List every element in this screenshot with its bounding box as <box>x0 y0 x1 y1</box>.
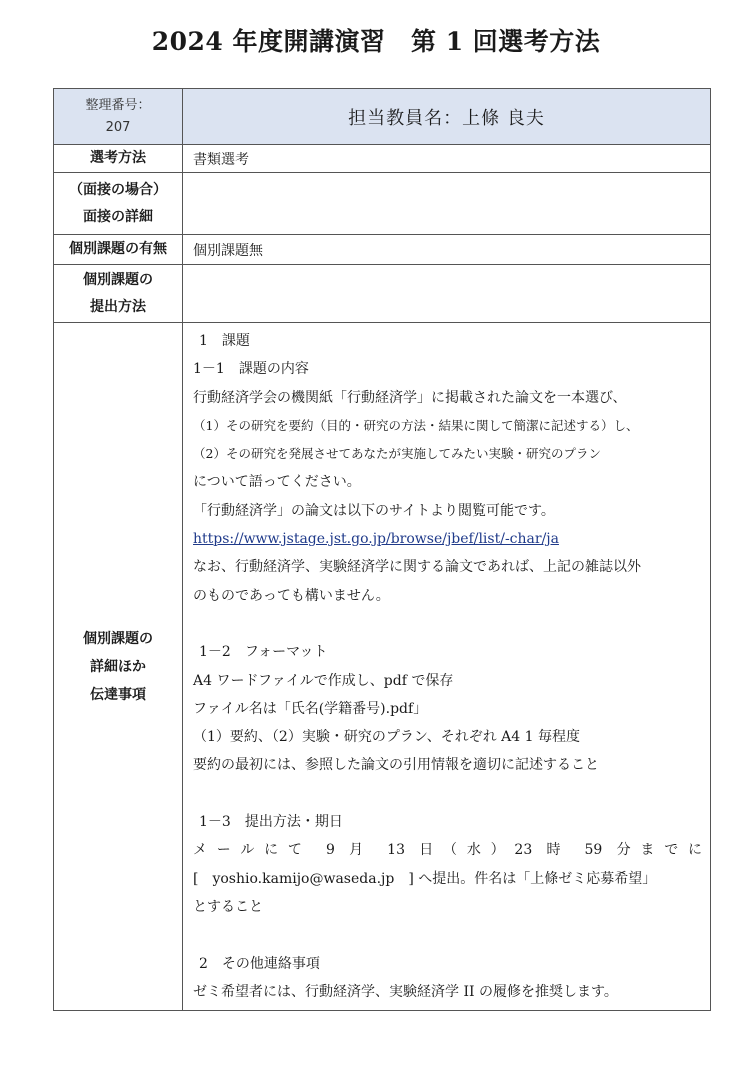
detail-row <box>54 323 711 1011</box>
blank-line <box>193 921 702 949</box>
interview-label <box>54 173 183 235</box>
submit-label-line2: 提出方法 <box>90 298 146 315</box>
detail-line: （2）その研究を発展させてあなたが実施してみたい実験・研究のプラン <box>193 446 601 462</box>
interview-label-line2: 面接の詳細 <box>83 208 153 225</box>
detail-line: について語ってください。 <box>193 474 361 491</box>
detail-line: なお、行動経済学、実験経済学に関する論文であれば、上記の雑誌以外 <box>193 559 641 576</box>
submit-label-line1: 個別課題の <box>83 271 153 288</box>
detail-line: （1）要約、（2）実験・研究のプラン、それぞれ A4 1 毎程度 <box>193 729 580 746</box>
submit-row <box>54 265 711 323</box>
task-value: 個別課題無 <box>183 235 711 265</box>
page-title: 2024 年度開講演習 第 1 回選考方法 <box>151 27 601 56</box>
detail-line: メールにて 9 月 13 日（水）23 時 59 分までに <box>193 842 702 859</box>
detail-line: [ yoshio.kamijo@waseda.jp ] へ提出。件名は「上條ゼミ応募希望」 <box>193 870 657 887</box>
header-row <box>54 89 711 145</box>
detail-line: 1 課題 <box>199 333 250 349</box>
seiri-number-value: 207 <box>105 119 131 135</box>
detail-line: のものであっても構いません。 <box>193 587 390 604</box>
teacher-name: 担当教員名：上條 良夫 <box>183 89 711 145</box>
detail-line: とすること <box>193 898 263 915</box>
blank-line <box>193 780 702 808</box>
selection-form-table <box>53 88 711 1011</box>
detail-line: A4 ワードファイルで作成し、pdf で保存 <box>193 672 454 689</box>
detail-line: 行動経済学会の機関紙「行動経済学」に掲載された論文を一本選び、 <box>193 389 627 406</box>
submit-value <box>183 265 711 323</box>
detail-label-line3: 伝達事項 <box>90 686 146 703</box>
detail-line: ファイル名は「氏名(学籍番号).pdf」 <box>193 700 428 717</box>
detail-content <box>183 323 711 1011</box>
journal-link[interactable]: https://www.jstage.jst.go.jp/browse/jbef/list/-char/ja <box>193 531 559 548</box>
detail-label-line1: 個別課題の <box>83 630 153 647</box>
seiri-number-label: 整理番号： <box>85 97 151 113</box>
seiri-number-cell <box>54 89 183 145</box>
detail-line: （1）その研究を要約（目的・研究の方法・結果に関して簡潔に記述する）し、 <box>193 417 639 433</box>
blank-line <box>193 610 702 638</box>
submit-label <box>54 265 183 323</box>
detail-label <box>54 323 183 1011</box>
detail-label-line2: 詳細ほか <box>90 658 146 675</box>
interview-label-line1: （面接の場合） <box>69 181 167 198</box>
interview-row <box>54 173 711 235</box>
method-label: 選考方法 <box>54 145 183 173</box>
detail-line: ゼミ希望者には、行動経済学、実験経済学 II の履修を推奨します。 <box>193 983 618 1000</box>
detail-line: 1－2 フォーマット <box>199 644 328 661</box>
task-label: 個別課題の有無 <box>54 235 183 265</box>
method-value: 書類選考 <box>183 145 711 173</box>
detail-line: 「行動経済学」の論文は以下のサイトより閲覧可能です。 <box>193 502 555 519</box>
detail-line: 1－3 提出方法・期日 <box>199 814 343 831</box>
detail-line: 2 その他連絡事項 <box>199 955 320 972</box>
task-row <box>54 235 711 265</box>
method-row <box>54 145 711 173</box>
detail-line: 要約の最初には、参照した論文の引用情報を適切に記述すること <box>193 757 599 774</box>
detail-line: 1－1 課題の内容 <box>193 361 309 378</box>
interview-value <box>183 173 711 235</box>
